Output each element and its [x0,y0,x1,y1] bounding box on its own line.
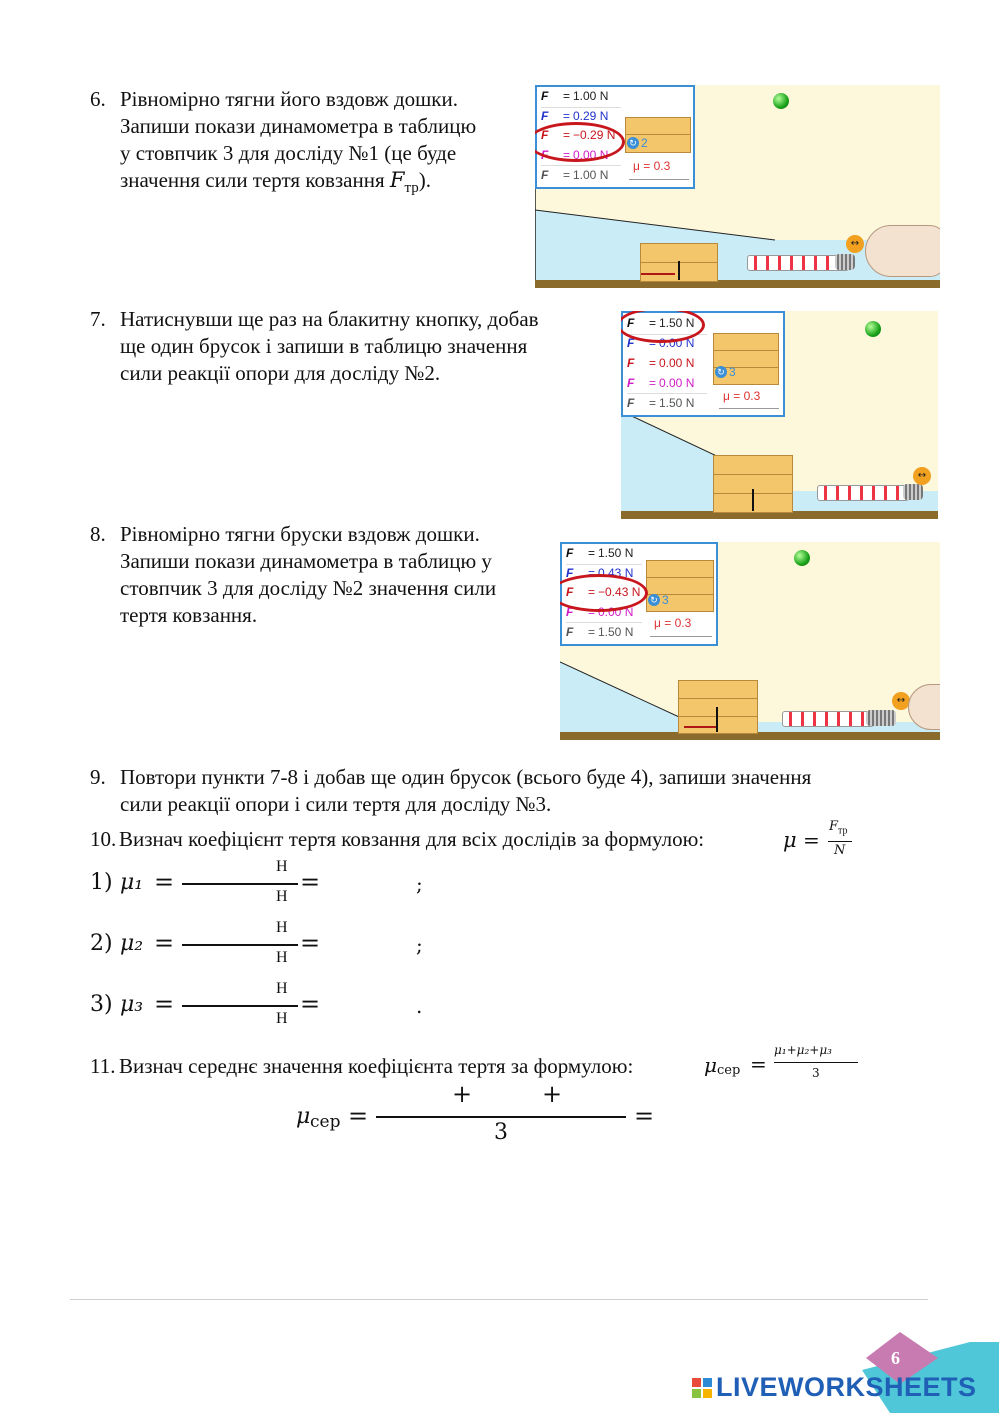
reading-value: 0.00 N [659,356,695,370]
text-line-end: ). [418,168,431,192]
force-symbol: F [389,168,405,192]
text-line: сили реакції опори для досліду №2. [120,361,441,385]
reading-f [541,109,608,123]
fraction-bar [376,1116,626,1118]
reading-eq: = [588,546,596,560]
numerator-unit: Н [276,858,288,875]
reading-symbol: F [566,605,574,619]
formula-lhs: μ [704,1053,717,1077]
step-number: 9. [90,765,106,789]
step-text [120,521,496,629]
simulation-panel-2[interactable] [621,311,938,519]
drag-handle-icon[interactable]: ↔ [913,467,931,485]
reading-fmu [627,356,694,370]
reading-eq: = [649,336,657,350]
drag-handle-icon[interactable]: ↔ [892,692,910,710]
formula-numerator: μ₁+μ₂+μ₃ [774,1043,832,1057]
reading-eq: = [649,356,657,370]
drag-handle-icon[interactable]: ↔ [846,235,864,253]
reading-value: −0.29 N [573,128,616,142]
equals-sign: = [634,1102,655,1130]
fraction-bar [182,944,298,946]
equals-sign: = [348,1102,369,1130]
reading-value: 1.50 N [598,625,634,639]
reading-eq: = [563,109,571,123]
simulation-panel-1[interactable] [535,85,940,288]
reading-symbol: F [627,376,635,390]
equals-sign: = [300,990,321,1018]
mu-row-3 [90,980,450,1036]
row-end: ; [416,933,423,957]
reading-eq: = [588,625,596,639]
row-label: 1) [90,870,113,895]
text-line: Запиши покази динамометра в таблицю [120,114,477,138]
reading-eq: = [563,128,571,142]
mu-symbol: μ₃ [120,992,144,1017]
reading-f1 [627,376,694,390]
text-line: сили реакції опори і сили тертя для досліду №3. [120,792,552,816]
equals-sign: = [154,868,175,896]
step-text [120,86,476,202]
friction-formula [783,818,863,864]
fraction-bar [182,883,298,885]
text-line: Рівномірно тягни бруски вздовж дошки. [120,522,480,546]
reading-symbol: F [541,89,549,103]
mu-value: μ = 0.3 [633,159,671,173]
reading-eq: = [588,585,596,599]
row-end: . [416,994,423,1018]
step-number: 10. [90,827,117,851]
formula-eq: = [750,1052,767,1076]
footer-divider [70,1299,928,1300]
dynamometer-coil [866,710,896,726]
reading-eq: = [649,316,657,330]
text-line: Повтори пункти 7-8 і добав ще один брусок (всього буде 4), запиши значення [120,765,812,789]
reading-value: 0.00 N [659,376,695,390]
reading-value: 1.50 N [598,546,634,560]
formula-eq: = [803,828,820,852]
mu-subscript: сер [310,1112,341,1132]
reading-value: −0.43 N [598,585,641,599]
equals-sign: = [154,990,175,1018]
add-block-button[interactable]: ↻ [715,366,727,378]
force-symbol: F [829,819,839,834]
average-fill-in [296,1080,666,1150]
reading-value: 0.43 N [598,566,634,580]
mu-row-2 [90,919,450,975]
mu-symbol: μ [296,1104,311,1129]
reading-fg [541,89,608,103]
step-number: 8. [90,522,106,546]
reading-fv [566,625,633,639]
add-block-button[interactable]: ↻ [648,594,660,606]
reading-value: 1.00 N [573,89,609,103]
brand-logo[interactable]: LIVEWORKSHEETS [716,1372,977,1402]
step-text [120,764,811,818]
dynamometer [782,711,874,727]
friction-arrow [684,726,716,728]
denominator: 3 [494,1120,508,1145]
reading-symbol: F [566,566,574,580]
step-text: Визнач коефіцієнт тертя ковзання для всіх дослідів за формулою: [119,827,705,851]
reading-fg [566,546,633,560]
step-number: 7. [90,307,106,331]
text-line: ще один брусок і запиши в таблицю значення [120,334,528,358]
row-end: ; [416,872,423,896]
text-line: тертя ковзання. [120,603,258,627]
denominator-unit: Н [276,949,288,966]
reading-symbol: F [627,396,635,410]
simulation-panel-3[interactable] [560,542,940,740]
reading-symbol: F [566,625,574,639]
denominator-unit: Н [276,888,288,905]
mu-symbol: μ₂ [120,931,144,956]
pointer-stick [716,707,718,732]
numerator-unit: Н [276,919,288,936]
formula-numerator [829,818,848,837]
reading-eq: = [563,168,571,182]
formula-lhs: μ [783,828,797,852]
fraction-bar [828,841,852,842]
mu-row-1 [90,858,450,914]
row-label: 3) [90,992,113,1017]
board-floor [535,280,940,288]
block-count: 2 [641,136,648,150]
friction-arrow [641,273,675,275]
step-6 [90,86,530,201]
status-indicator-icon [865,321,881,337]
force-subscript: тр [404,180,419,197]
reading-value: 1.50 N [659,396,695,410]
formula-denominator: N [834,843,846,858]
reading-symbol: F [541,168,549,182]
mu-value: μ = 0.3 [723,389,761,403]
page-number: 6 [891,1348,900,1368]
text-line: Натиснувши ще раз на блакитну кнопку, добав [120,307,539,331]
add-block-button[interactable]: ↻ [627,137,639,149]
reading-value: 1.50 N [659,316,695,330]
denominator-unit: Н [276,1010,288,1027]
plus-sign: + [452,1080,473,1108]
step-9 [90,764,970,820]
step-text [120,306,539,387]
plus-sign: + [542,1080,563,1108]
reading-value: 0.00 N [598,605,634,619]
step-number: 11. [90,1054,116,1078]
text-line: стовпчик 3 для досліду №2 значення сили [120,576,497,600]
text-line: Запиши покази динамометра в таблицю у [120,549,492,573]
reading-eq: = [563,89,571,103]
reading-symbol: F [627,316,635,330]
liveworksheets-logo-icon [692,1378,712,1398]
reading-symbol: F [627,356,635,370]
hand-icon [865,225,940,277]
status-indicator-icon [773,93,789,109]
step-number: 6. [90,87,106,111]
formula-lhs-subscript: сер [717,1063,741,1078]
dynamometer-coil [903,484,923,500]
pointer-stick [678,261,680,280]
fraction-bar [774,1062,858,1063]
formula-denominator: 3 [812,1066,820,1080]
reading-value: 0.00 N [573,148,609,162]
step-8 [90,521,550,631]
text-line: Рівномірно тягни його вздовж дошки. [120,87,458,111]
row-label: 2) [90,931,113,956]
step-7 [90,306,610,391]
equals-sign: = [154,929,175,957]
reading-value: 0.00 N [659,336,695,350]
reading-fv [541,168,608,182]
mu-symbol: μ₁ [120,870,144,895]
dynamometer-coil [835,254,855,270]
reading-fv [627,396,694,410]
step-text: Визнач середнє значення коефіцієнта тертя за формулою: [119,1054,634,1078]
dynamometer [817,485,909,501]
reading-eq: = [649,376,657,390]
numerator-unit: Н [276,980,288,997]
text-line [120,167,476,202]
pointer-stick [752,489,754,511]
average-formula [704,1043,864,1089]
dynamometer [747,255,849,271]
fraction-bar [182,1005,298,1007]
reading-symbol: F [627,336,635,350]
reading-symbol: F [566,546,574,560]
equals-sign: = [300,929,321,957]
mu-value: μ = 0.3 [654,616,692,630]
reading-symbol: F [541,148,549,162]
equals-sign: = [300,868,321,896]
reading-eq: = [563,148,571,162]
reading-value: 0.29 N [573,109,609,123]
reading-symbol: F [541,128,549,142]
text-line: у стовпчик 3 для досліду №1 (це буде [120,141,457,165]
reading-symbol: F [541,109,549,123]
reading-eq: = [588,605,596,619]
block-count: 3 [662,593,669,607]
force-subscript: тр [838,825,848,837]
step-11 [90,1053,710,1083]
block-count: 3 [729,365,736,379]
reading-value: 1.00 N [573,168,609,182]
status-indicator-icon [794,550,810,566]
text-line-part: значення сили тертя ковзання [120,168,390,192]
reading-eq: = [588,566,596,580]
reading-eq: = [649,396,657,410]
reading-symbol: F [566,585,574,599]
